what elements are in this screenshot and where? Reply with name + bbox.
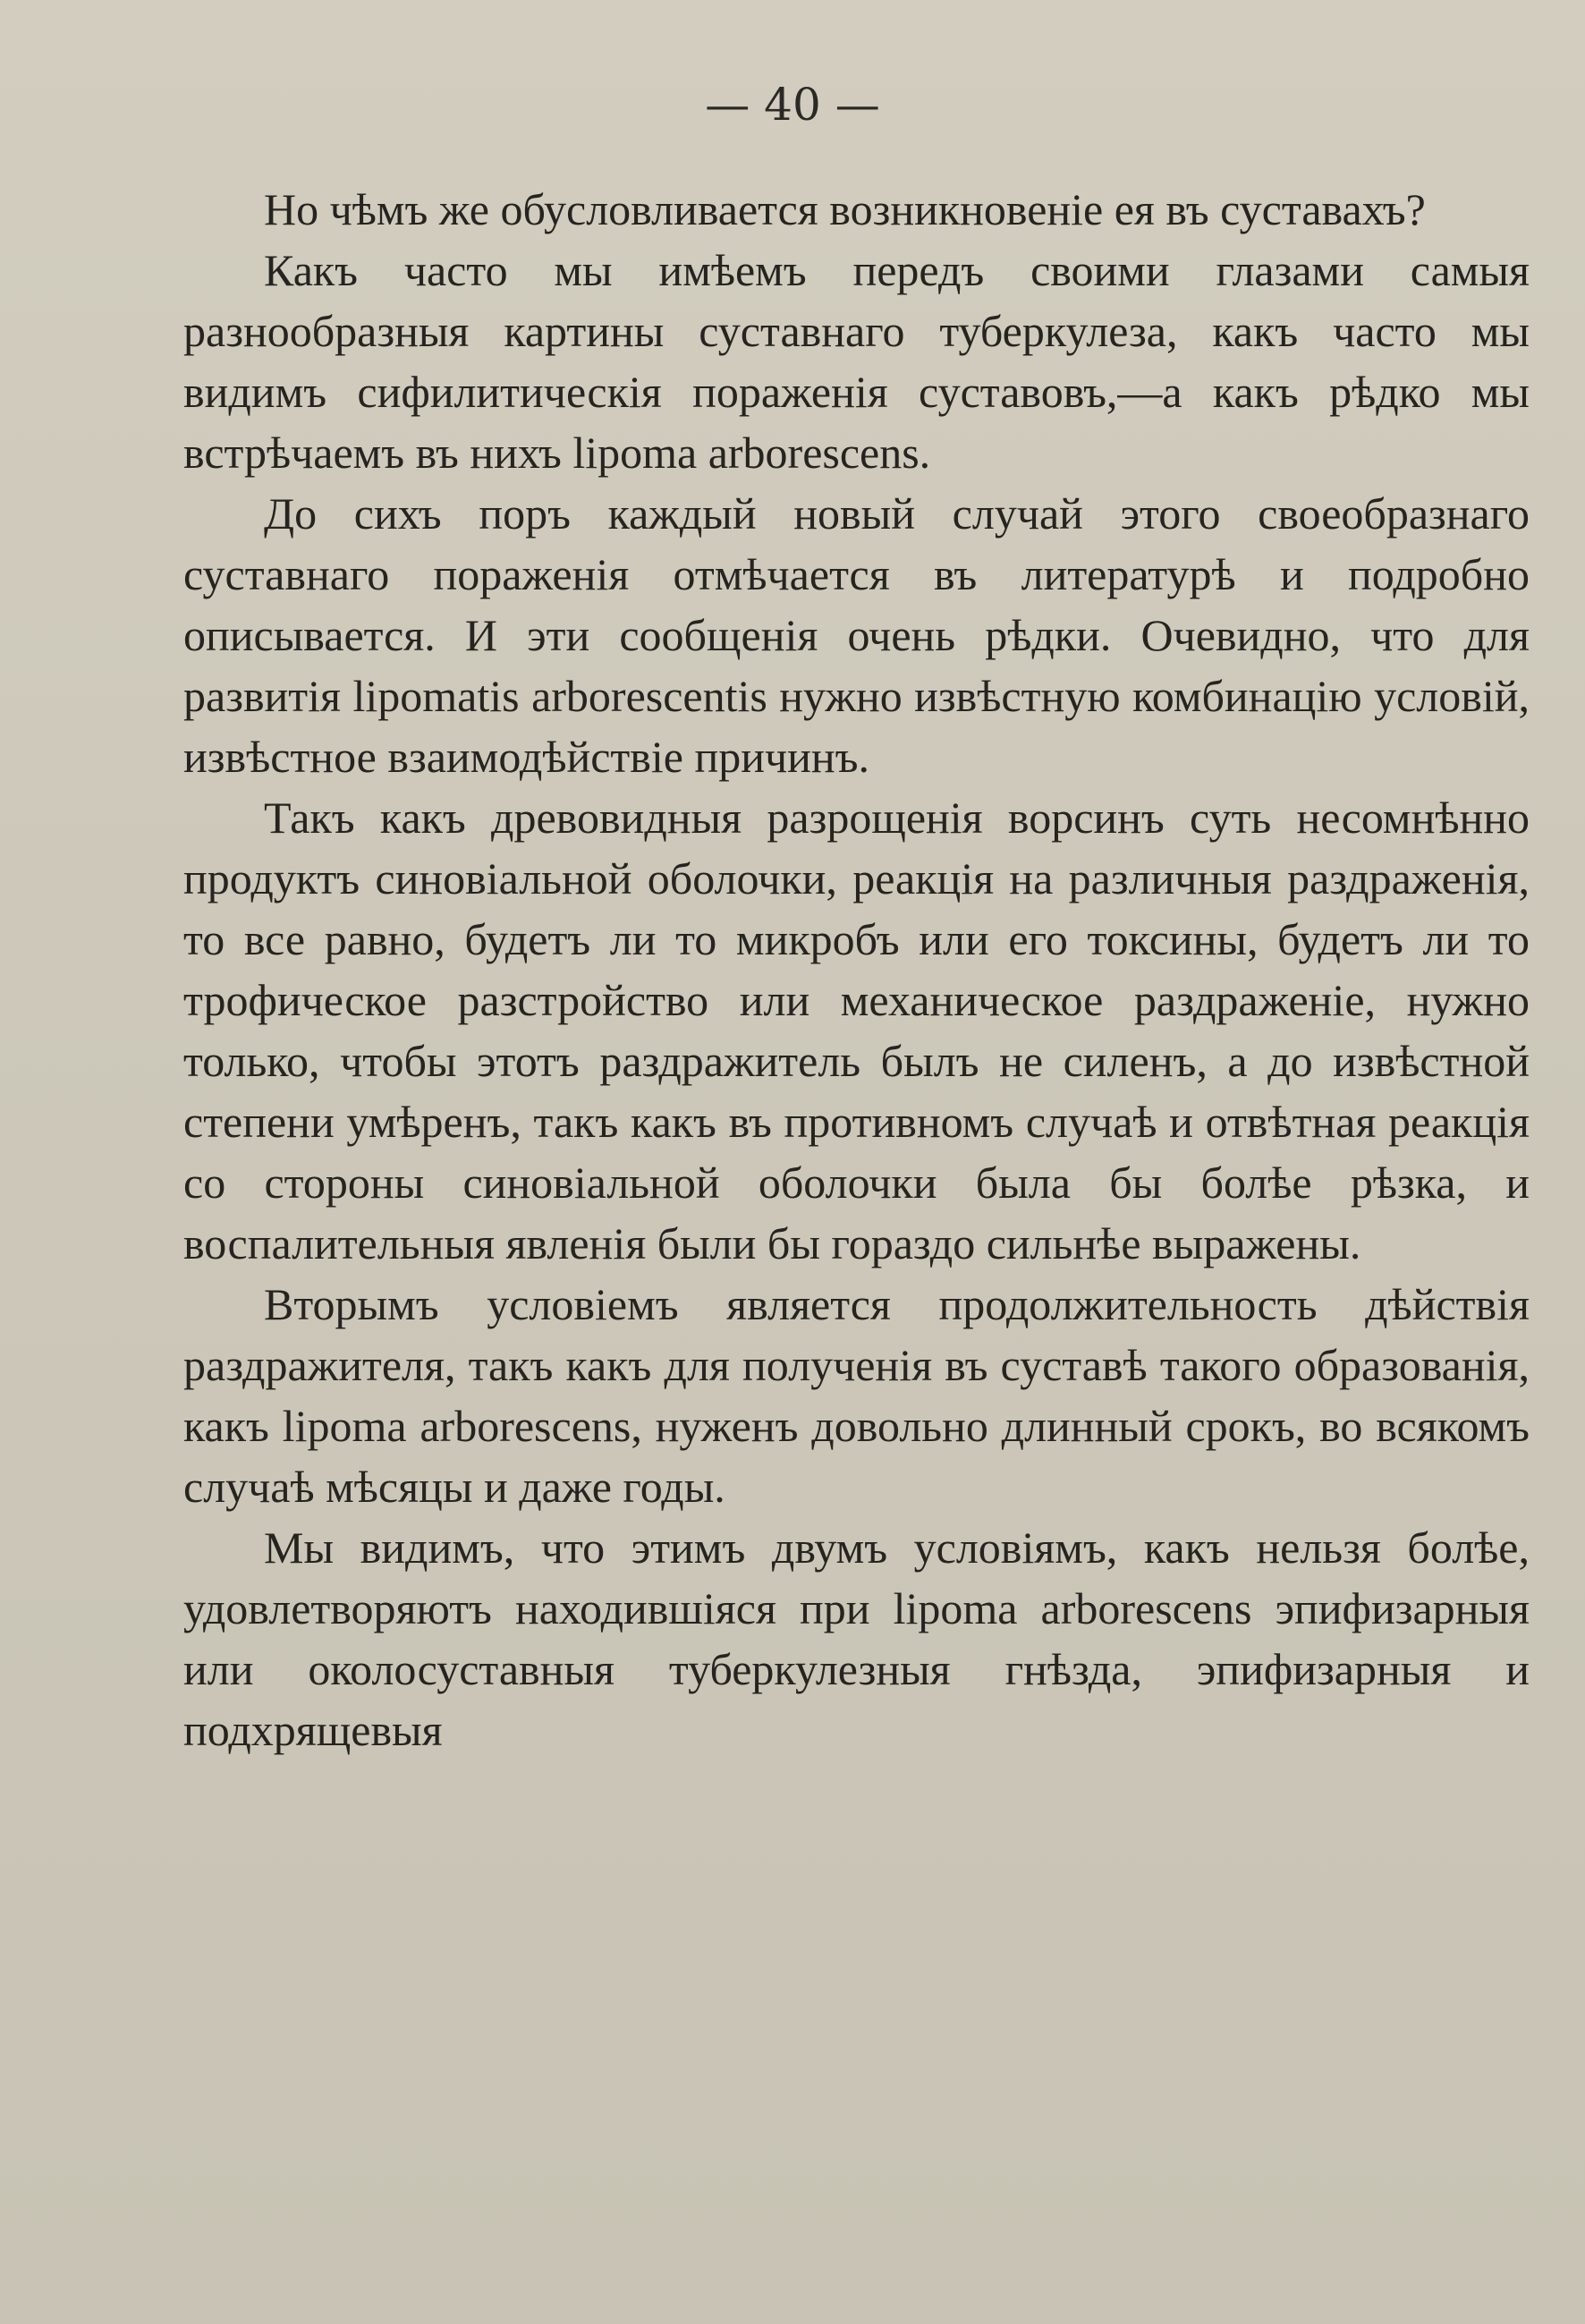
paragraph: Вторымъ условiемъ является продолжительность дѣйствiя раздражителя, такъ какъ для полученiя въ суставѣ такого образованiя, какъ lipoma arborescens, нуженъ довольно длинный срокъ, во всякомъ случаѣ мѣсяцы и даже годы.: [183, 1279, 1530, 1512]
paragraph: Такъ какъ древовидныя разрощенiя ворсинъ суть несомнѣнно продуктъ синовiальной оболочки, реакцiя на различныя раздраженiя, то все равно, будетъ ли то микробъ или его токсины, будетъ ли то трофическое разстройство или механическое раздраженiе, нужно только, чтобы этотъ раздражитель былъ не силенъ, а до извѣстной степени умѣренъ, такъ какъ въ противномъ случаѣ и отвѣтная реакцiя со стороны синовiальной оболочки была бы болѣе рѣзка, и воспалительныя явленiя были бы гораздо сильнѣе выражены.: [183, 793, 1530, 1268]
paragraph: Мы видимъ, что этимъ двумъ условiямъ, какъ нельзя болѣе, удовлетворяютъ находившiяся при lipoma arborescens эпифизарныя или околосуставныя туберкулезныя гнѣзда, эпифизарныя и подхрящевыя: [183, 1522, 1530, 1755]
paragraph: До сихъ поръ каждый новый случай этого своеобразнаго суставнаго пораженiя отмѣчается въ литературѣ и подробно описывается. И эти сообщенiя очень рѣдки. Очевидно, что для развитiя lipomatis arborescentis нужно извѣстную комбинацiю условiй, извѣстное взаимодѣйствiе причинъ.: [183, 488, 1530, 782]
page-number: — 40 —: [705, 79, 880, 131]
paragraph: Но чѣмъ же обусловливается возникновенiе ея въ суставахъ?: [264, 184, 1426, 234]
paragraph: Какъ часто мы имѣемъ передъ своими глазами самыя разнообразныя картины суставнаго туберкулеза, какъ часто мы видимъ сифилитическiя пораженiя суставовъ,—а какъ рѣдко мы встрѣчаемъ въ нихъ lipoma arborescens.: [183, 245, 1530, 478]
body-text: [183, 179, 1530, 1760]
